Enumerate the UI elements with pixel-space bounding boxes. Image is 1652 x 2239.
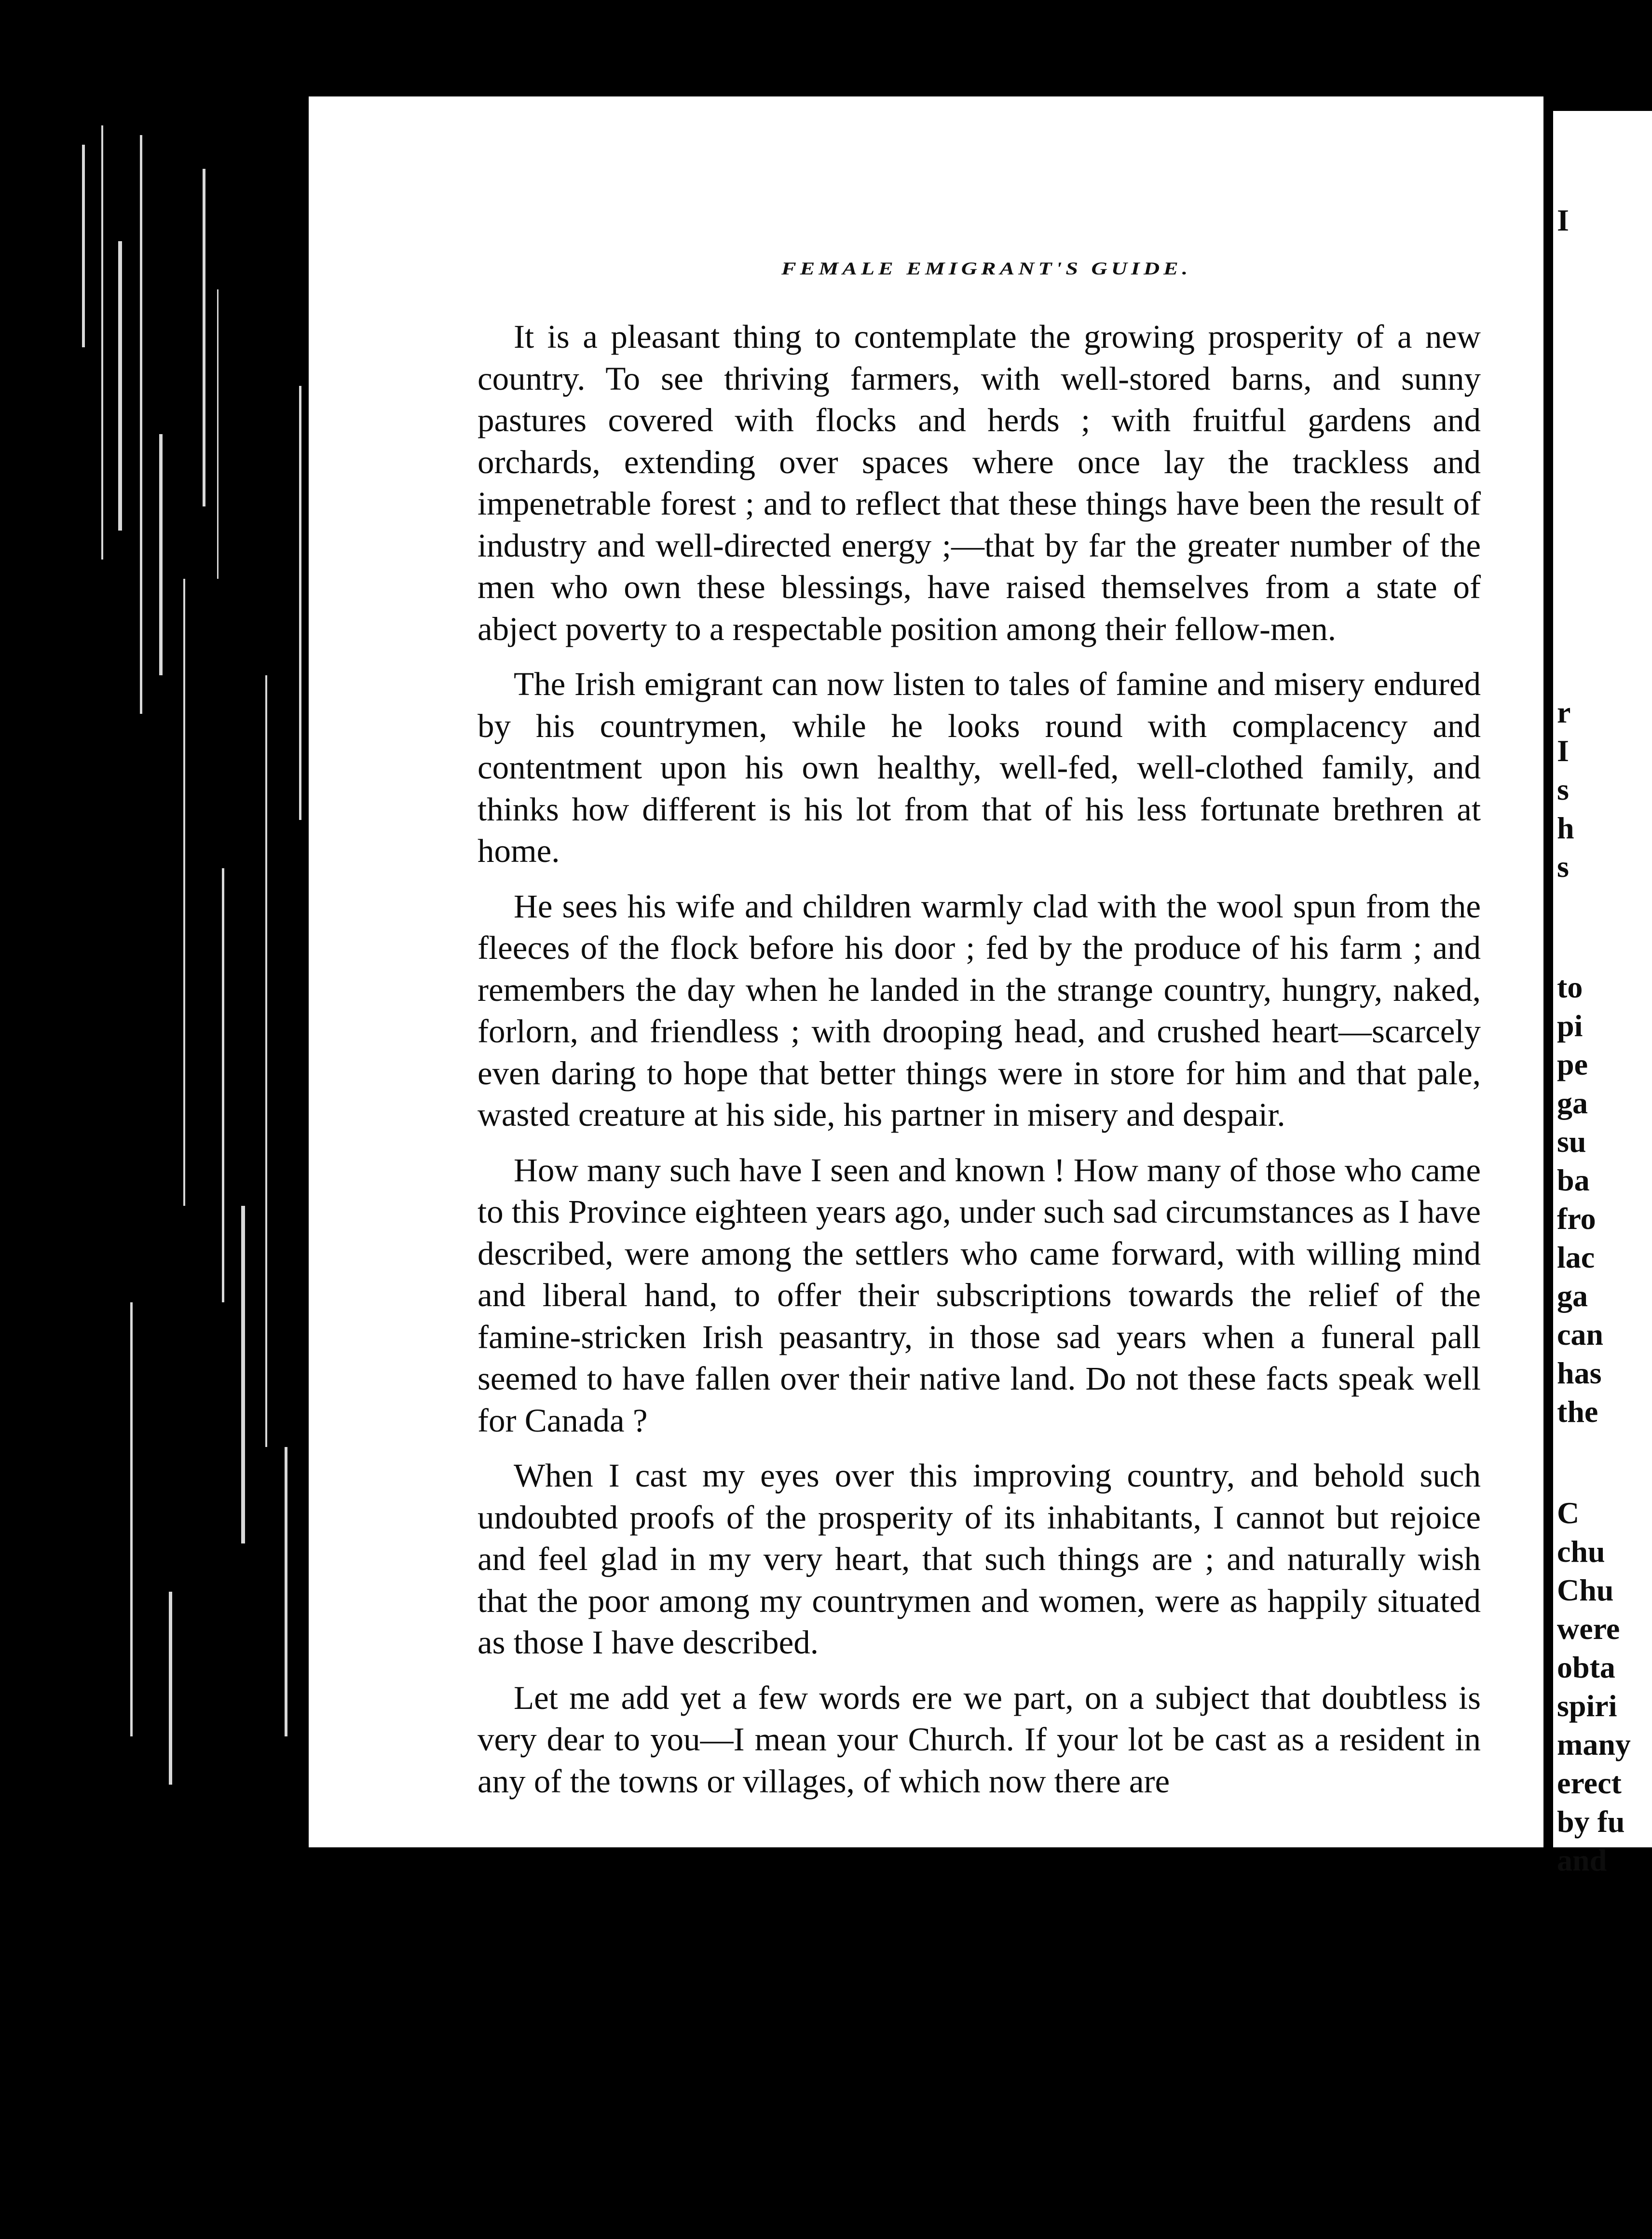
fragment: many (1557, 1727, 1631, 1761)
paragraph: Let me add yet a few words ere we part, on a subject that doubtless is very dear to you—I mean your Church. If your lot be cast as a resident in any of the towns or villages, of which now there are (478, 1679, 1481, 1800)
fragment: and (1557, 1843, 1607, 1877)
fragment: su (1557, 1124, 1586, 1159)
body-text (478, 316, 1481, 1816)
paragraph: When I cast my eyes over this improving country, and behold such undoubted proofs of the prosperity of its inhabitants, I cannot but rejoice and feel glad in my very heart, that such things are ; and naturally wish that the poor among my countrymen and women, were as happily situated as those I have described. (478, 1457, 1481, 1661)
fragment: h (1557, 811, 1574, 845)
paragraph: How many such have I seen and known ! How many of those who came to this Province eighteen years ago, under such sad circumstances as I have described, were among the settlers who came forward, with willing mind and liberal hand, to offer their subscriptions towards the relief of the famine-stricken Irish peasantry, in those sad years when a funeral pall seemed to have fallen over their native land. Do not these facts speak well for Canada ? (478, 1151, 1481, 1439)
fragment: I (1557, 203, 1569, 237)
binding-gutter-noise (72, 96, 342, 1847)
fragment: has (1557, 1356, 1602, 1390)
paragraph: It is a pleasant thing to contemplate the growing prosperity of a new country. To see thriving farmers, with well-stored barns, and sunny pastures covered with flocks and herds ; with fruitful gardens and orchards, extending over spaces where once lay the trackless and impenetrable forest ; and to reflect that these things have been the result of industry and well-directed energy ;—that by far the greater number of the men who own these blessings, have raised themselves from a state of abject poverty to a respectable position among their fellow-men. (478, 318, 1481, 647)
fragment: the (1557, 1394, 1598, 1429)
fragment: can (1557, 1317, 1603, 1352)
fragment: Chu (1557, 1573, 1614, 1607)
fragment: erect (1557, 1766, 1622, 1800)
fragment: I (1557, 734, 1569, 768)
fragment: by fu (1557, 1804, 1625, 1839)
fragment: to (1557, 970, 1583, 1004)
fragment: C (1557, 1496, 1580, 1530)
running-head: FEMALE EMIGRANT'S GUIDE. (781, 259, 1192, 278)
fragment: chu (1557, 1534, 1605, 1569)
fragment: fro (1557, 1201, 1596, 1236)
fragment: ga (1557, 1086, 1588, 1120)
fragment: s (1557, 772, 1569, 806)
fragment: pi (1557, 1009, 1583, 1043)
fragment: pe (1557, 1047, 1588, 1081)
fragment: s (1557, 849, 1569, 884)
fragment: ga (1557, 1279, 1588, 1313)
fragment: spiri (1557, 1689, 1617, 1723)
fragment: r (1557, 695, 1571, 729)
fragment: obta (1557, 1650, 1615, 1684)
fragment: were (1557, 1611, 1620, 1646)
paragraph: He sees his wife and children warmly clad with the wool spun from the fleeces of the flock before his door ; fed by the produce of his farm ; and remembers the day when he landed in the strange country, hungry, naked, forlorn, and friendless ; with drooping head, and crushed heart—scarcely even daring to hope that better things were in store for him and that pale, wasted creature at his side, his partner in misery and despair. (478, 887, 1481, 1133)
paragraph: The Irish emigrant can now listen to tales of famine and misery endured by his countrymen, while he looks round with complacency and contentment upon his own healthy, well-fed, well-clothed family, and thinks how different is his lot from that of his less fortunate brethren at home. (478, 666, 1481, 869)
fragment: ba (1557, 1163, 1590, 1197)
fragment: lac (1557, 1240, 1595, 1274)
